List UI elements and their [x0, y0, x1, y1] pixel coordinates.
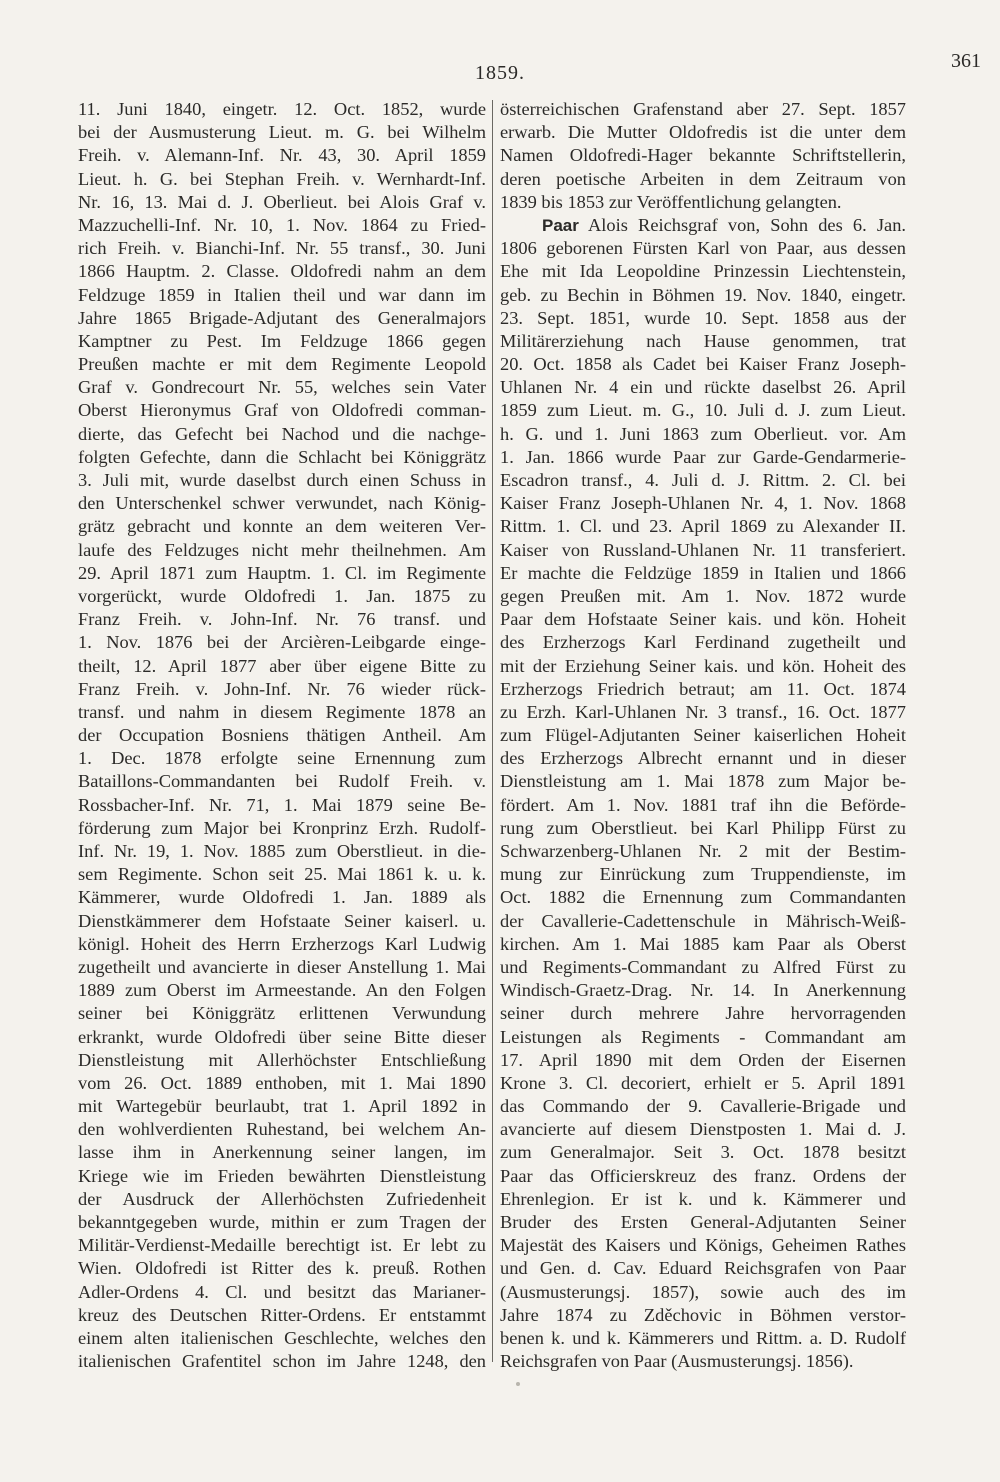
text-line: seiner durch mehrere Jahre hervorragenden	[500, 1003, 906, 1024]
right-column	[500, 98, 906, 1373]
text-line: den wohlverdienten Ruhestand, bei welchem An-	[78, 1119, 486, 1140]
text-line: zugetheilt und avancierte in dieser Anstellung 1. Mai	[78, 956, 486, 977]
text-line: seiner bei Königgrätz erlittenen Verwundung	[78, 1003, 486, 1024]
text-line: der Occupation Bosniens thätigen Antheil. Am	[78, 725, 486, 746]
text-line: Paar dem Hofstaate Seiner kais. und kön. Hoheit	[500, 609, 906, 630]
right-column-previous-entry	[500, 98, 906, 214]
text-line: erkrankt, wurde Oldofredi über seine Bitte dieser	[78, 1026, 486, 1047]
text-line: gegen Preußen mit. Am 1. Nov. 1872 wurde	[500, 585, 906, 606]
text-line: Escadron transf., 4. Juli d. J. Rittm. 2. Cl. bei	[500, 470, 906, 490]
text-line: transf. und nahm in diesem Regimente 1878 an	[78, 701, 486, 722]
text-line: kreuz des Deutschen Ritter-Ordens. Er entstammt	[78, 1304, 486, 1325]
text-line: Adler-Ordens 4. Cl. und besitzt das Marianer-	[78, 1281, 486, 1302]
text-line: Militärerziehung nach Hause genommen, trat	[500, 330, 906, 351]
text-line: Freih. v. Alemann-Inf. Nr. 43, 30. April 1859	[78, 145, 486, 166]
text-line: rich Freih. v. Bianchi-Inf. Nr. 55 transf., 30. Juni	[78, 238, 486, 259]
text-line: Mazzuchelli-Inf. Nr. 10, 1. Nov. 1864 zu Fried-	[78, 214, 486, 235]
text-line: 17. April 1890 mit dem Orden der Eisernen	[500, 1049, 906, 1070]
text-line: und Gen. d. Cav. Eduard Reichsgrafen von Paar	[500, 1258, 906, 1279]
text-line: Preußen machte er mit dem Regimente Leopold	[78, 354, 486, 375]
text-line: 23. Sept. 1851, wurde 10. Sept. 1858 aus der	[500, 307, 906, 328]
text-line: zum Flügel-Adjutanten Seiner kaiserlichen Hoheit	[500, 725, 906, 746]
text-line: lasse ihm in Anerkennung seiner langen, im	[78, 1142, 486, 1163]
text-line: Lieut. h. G. bei Stephan Freih. v. Wernhardt-Inf.	[78, 168, 486, 189]
text-line: 1889 zum Oberst im Armeestande. An den Folgen	[78, 980, 486, 1001]
text-line: Rossbacher-Inf. Nr. 71, 1. Mai 1879 seine Be-	[78, 794, 486, 815]
text-line: Paar das Officierskreuz des franz. Ordens der	[500, 1165, 906, 1186]
text-line: Kaiser von Russland-Uhlanen Nr. 11 transferiert.	[500, 539, 906, 560]
text-line: laufe des Feldzuges nicht mehr theilnehmen. Am	[78, 539, 486, 560]
running-header-year: 1859.	[475, 62, 525, 84]
text-line: der Cavallerie-Cadettenschule in Mährisch-Weiß-	[500, 910, 906, 931]
text-line: kirchen. Am 1. Mai 1885 kam Paar als Oberst	[500, 933, 906, 954]
entry-heading-rest: Alois Reichsgraf von, Sohn des 6. Jan.	[578, 214, 906, 235]
text-line: italienischen Grafentitel schon im Jahre 1248, den	[78, 1351, 486, 1372]
column-divider	[492, 100, 493, 1362]
text-line: Oberst Hieronymus Graf von Oldofredi comman-	[78, 400, 486, 421]
text-line: Militär-Verdienst-Medaille berechtigt ist. Er lebt zu	[78, 1235, 486, 1256]
text-line: den Unterschenkel schwer verwundet, nach König-	[78, 493, 486, 514]
text-line: dierte, das Gefecht bei Nachod und die nachge-	[78, 423, 486, 444]
text-line: Franz Freih. v. John-Inf. Nr. 76 transf. und	[78, 609, 486, 630]
text-line: einem alten italienischen Geschlechte, welches den	[78, 1327, 486, 1348]
text-line: Dienstkämmerer dem Hofstaate Seiner kaiserl. u.	[78, 910, 486, 931]
text-line: Reichsgrafen von Paar (Ausmusterungsj. 1856).	[500, 1351, 854, 1372]
text-line: Bataillons-Commandanten bei Rudolf Freih. v.	[78, 771, 486, 792]
text-line: Oct. 1882 die Ernennung zum Commandanten	[500, 887, 906, 908]
text-line: Schwarzenberg-Uhlanen Nr. 2 mit der Bestim-	[500, 841, 906, 861]
text-line: avancierte auf diesem Dienstposten 1. Mai d. J.	[500, 1119, 906, 1140]
text-line: Ehe mit Ida Leopoldine Prinzessin Liechtenstein,	[500, 261, 906, 282]
text-line: Dienstleistung mit Allerhöchster Entschließung	[78, 1049, 486, 1070]
text-line: bei der Ausmusterung Lieut. m. G. bei Wilhelm	[78, 122, 486, 143]
text-line: österreichischen Grafenstand aber 27. Sept. 1857	[500, 99, 906, 119]
text-line: 11. Juni 1840, eingetr. 12. Oct. 1852, wurde	[78, 99, 486, 119]
text-line: 1. Jan. 1866 wurde Paar zur Garde-Gendarmerie-	[500, 446, 906, 467]
text-line: 1. Nov. 1876 bei der Arcièren-Leibgarde einge-	[78, 632, 486, 653]
text-line: des Erzherzogs Karl Ferdinand zugetheilt und	[500, 632, 906, 653]
text-line: königl. Hoheit des Herrn Erzherzogs Karl Ludwig	[78, 933, 486, 954]
text-line: erwarb. Die Mutter Oldofredis ist die unter dem	[500, 122, 906, 143]
text-line: 1866 Hauptm. 2. Classe. Oldofredi nahm an dem	[78, 261, 486, 282]
text-line: theilt, 12. April 1877 aber über eigene Bitte zu	[78, 655, 486, 676]
text-line: Dienstleistung am 1. Mai 1878 zum Major be-	[500, 771, 906, 792]
text-line: h. G. und 1. Juni 1863 zum Oberlieut. vor. Am	[500, 423, 906, 444]
text-line: mit der Erziehung Seiner kais. und kön. Hoheit des	[500, 655, 906, 676]
text-line: vorgerückt, wurde Oldofredi 1. Jan. 1875 zu	[78, 585, 486, 606]
text-line: Feldzuge 1859 in Italien theil und war dann im	[78, 284, 486, 305]
text-line: Graf v. Gondrecourt Nr. 55, welches sein Vater	[78, 377, 486, 398]
right-column-entry-body	[500, 237, 906, 1373]
text-line: 20. Oct. 1858 als Cadet bei Kaiser Franz Joseph-	[500, 354, 906, 375]
text-line: grätz gebracht und konnte an dem weiteren Ver-	[78, 516, 486, 537]
text-line: Krone 3. Cl. decoriert, erhielt er 5. April 1891	[500, 1072, 906, 1093]
text-line: Kaiser Franz Joseph-Uhlanen Nr. 4, 1. Nov. 1868	[500, 493, 906, 514]
text-line: der Ausdruck der Allerhöchsten Zufriedenheit	[78, 1188, 486, 1209]
text-line: 1859 zum Lieut. m. G., 10. Juli d. J. zum Lieut.	[500, 400, 906, 421]
text-line: zu Erzh. Karl-Uhlanen Nr. 3 transf., 16. Oct. 1877	[500, 701, 906, 722]
text-line: Jahre 1874 zu Zděchovic in Böhmen verstor-	[500, 1304, 906, 1325]
text-line: Inf. Nr. 19, 1. Nov. 1885 zum Oberstlieut. in die-	[78, 841, 486, 861]
page-smudge-mark	[516, 1382, 520, 1386]
text-line: deren poetische Arbeiten in dem Zeitraum von	[500, 168, 906, 189]
text-line: Majestät des Kaisers und Königs, Geheimen Rathes	[500, 1235, 906, 1256]
text-line: sem Regimente. Schon seit 25. Mai 1861 k. u. k.	[78, 864, 486, 885]
text-line: Erzherzogs Friedrich betraut; am 11. Oct. 1874	[500, 678, 906, 699]
text-line: Nr. 16, 13. Mai d. J. Oberlieut. bei Alois Graf v.	[78, 191, 486, 212]
text-line: fördert. Am 1. Nov. 1881 traf ihn die Beförde-	[500, 794, 906, 815]
text-line: 1839 bis 1853 zur Veröffentlichung gelangten.	[500, 191, 842, 212]
text-line: geb. zu Bechin in Böhmen 19. Nov. 1840, eingetr.	[500, 284, 906, 305]
left-column	[78, 98, 486, 1373]
text-line: Ehrenlegion. Er ist k. und k. Kämmerer und	[500, 1188, 906, 1209]
text-line: 3. Juli mit, wurde daselbst durch einen Schuss in	[78, 470, 486, 490]
text-line: 1. Dec. 1878 erfolgte seine Ernennung zum	[78, 748, 486, 769]
text-line: Franz Freih. v. John-Inf. Nr. 76 wieder rück-	[78, 678, 486, 699]
text-line: Leistungen als Regiments - Commandant am	[500, 1026, 906, 1047]
text-line: und Regiments-Commandant zu Alfred Fürst zu	[500, 956, 906, 977]
text-line: Er machte die Feldzüge 1859 in Italien und 1866	[500, 562, 906, 583]
text-line: benen k. und k. Kämmerers und Rittm. a. D. Rudolf	[500, 1327, 906, 1348]
entry-name: Paar	[542, 215, 579, 235]
text-line: 1806 geborenen Fürsten Karl von Paar, aus dessen	[500, 238, 906, 259]
text-line: förderung zum Major bei Kronprinz Erzh. Rudolf-	[78, 817, 486, 838]
text-line: Kriege wie im Frieden bewährten Dienstleistung	[78, 1165, 486, 1186]
text-line: Wien. Oldofredi ist Ritter des k. preuß. Rothen	[78, 1258, 486, 1279]
text-line: (Ausmusterungsj. 1857), sowie auch des im	[500, 1281, 906, 1302]
text-line: 29. April 1871 zum Hauptm. 1. Cl. im Regimente	[78, 562, 486, 583]
text-line: das Commando der 9. Cavallerie-Brigade und	[500, 1096, 906, 1117]
text-line: bekanntgegeben wurde, mithin er zum Tragen der	[78, 1212, 486, 1232]
text-line: Bruder des Ersten General-Adjutanten Seiner	[500, 1212, 906, 1232]
text-line: Namen Oldofredi-Hager bekannte Schriftstellerin,	[500, 145, 906, 166]
text-line: vom 26. Oct. 1889 enthoben, mit 1. Mai 1890	[78, 1072, 486, 1093]
entry-heading-line	[500, 214, 906, 237]
text-line: des Erzherzogs Albrecht ernannt und in dieser	[500, 748, 906, 769]
text-line: Jahre 1865 Brigade-Adjutant des Generalmajors	[78, 307, 486, 328]
text-line: folgten Gefechte, dann die Schlacht bei Königgrätz	[78, 446, 486, 467]
text-line: zum Generalmajor. Seit 3. Oct. 1878 besitzt	[500, 1142, 906, 1163]
text-line: Uhlanen Nr. 4 ein und rückte daselbst 26. April	[500, 377, 906, 398]
text-line: Rittm. 1. Cl. und 23. April 1869 zu Alexander II.	[500, 516, 906, 537]
page-number: 361	[951, 50, 981, 72]
text-line: mung zur Einrückung zum Truppendienste, im	[500, 864, 906, 885]
text-line: Kämmerer, wurde Oldofredi 1. Jan. 1889 als	[78, 887, 486, 908]
text-line: Kamptner zu Pest. Im Feldzuge 1866 gegen	[78, 330, 486, 351]
text-line: mit Wartegebür beurlaubt, trat 1. April 1892 in	[78, 1096, 486, 1117]
text-line: rung zum Oberstlieut. bei Karl Philipp Fürst zu	[500, 817, 906, 838]
text-line: Windisch-Graetz-Drag. Nr. 14. In Anerkennung	[500, 980, 906, 1001]
